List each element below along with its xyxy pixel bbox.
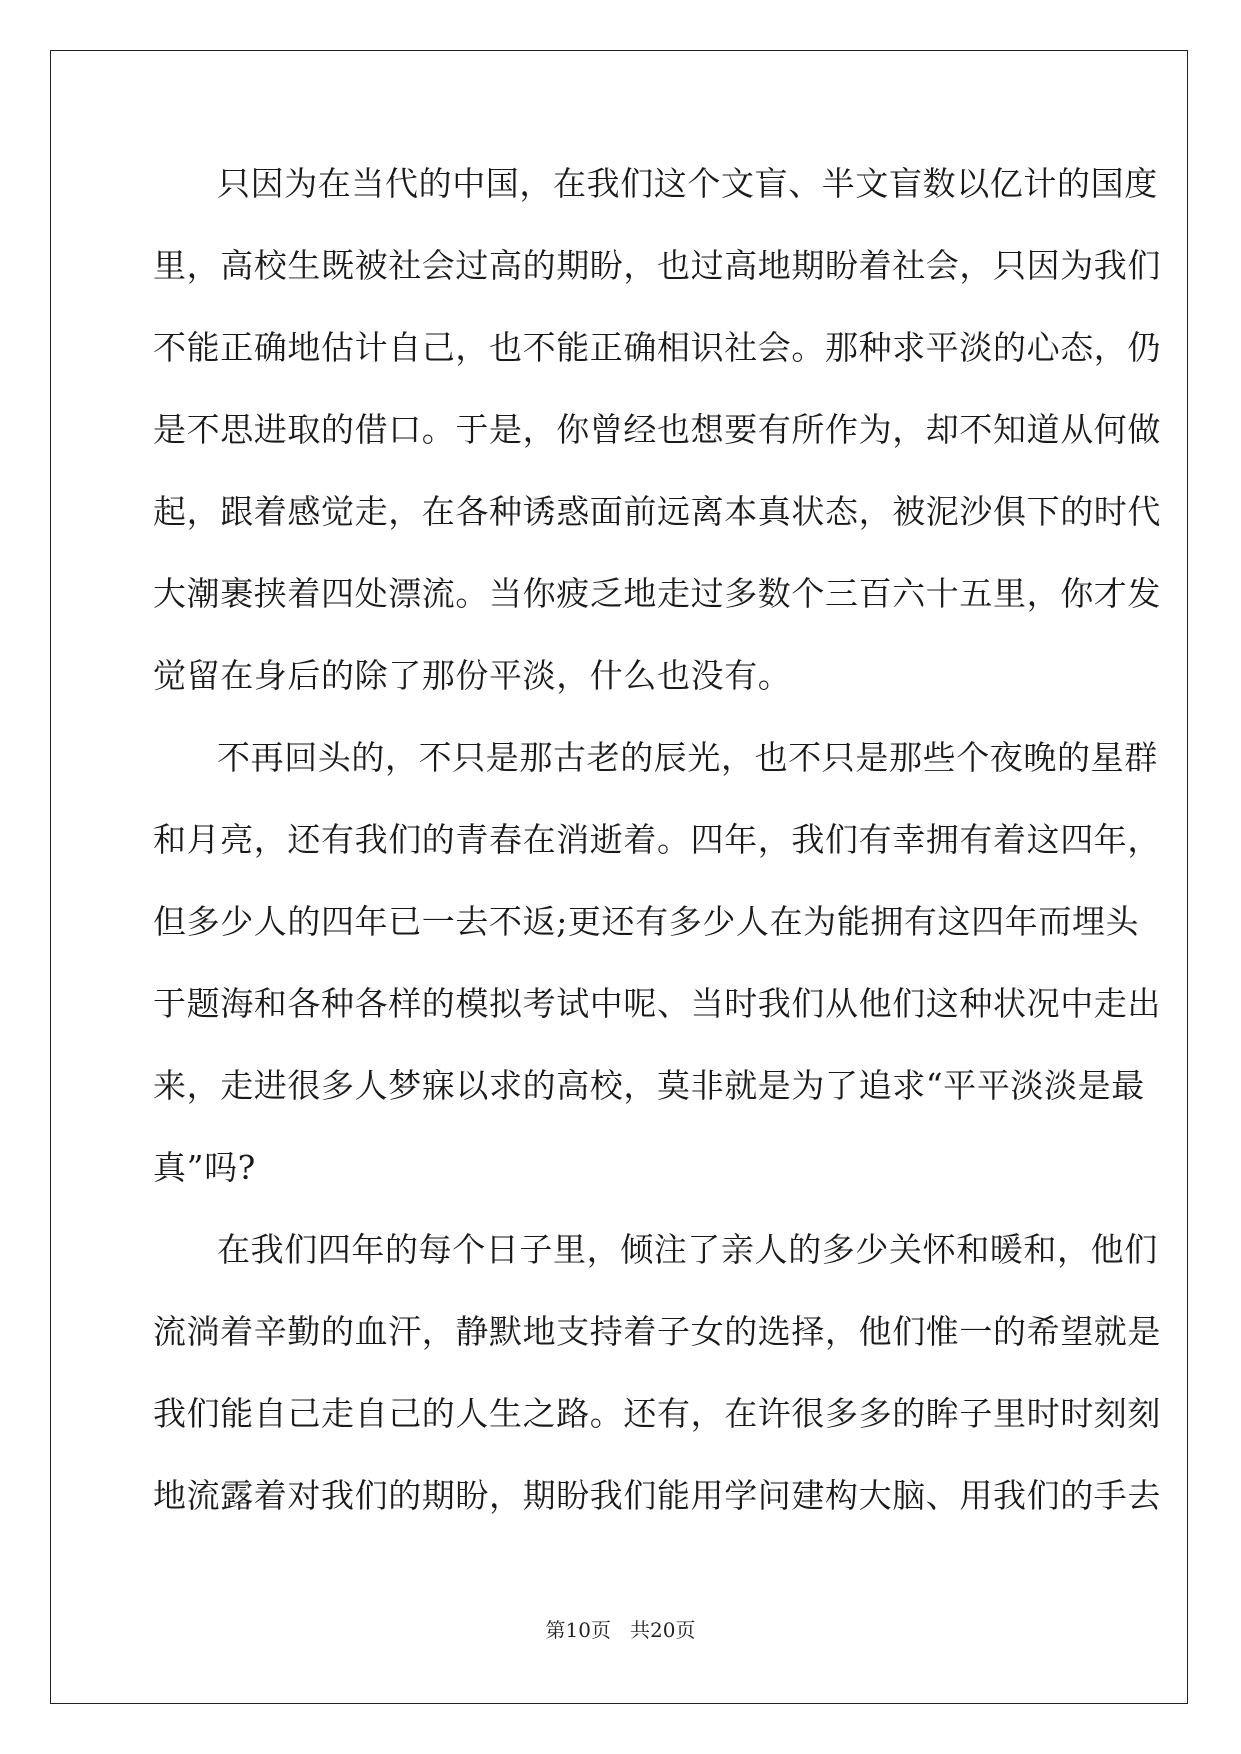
- paragraph-3-line-2: 流淌着辛勤的血汗，静默地支持着子女的选择，他们惟一的希望就是: [153, 1312, 1161, 1351]
- page-number: 第10页: [545, 1618, 611, 1642]
- paragraph-3-line-1: 在我们四年的每个日子里，倾注了亲人的多少关怀和暖和，他们: [217, 1230, 1158, 1269]
- paragraph-1-line-3: 不能正确地估计自己，也不能正确相识社会。那种求平淡的心态，仍: [153, 328, 1161, 367]
- paragraph-2-line-6: 真”吗?: [153, 1148, 256, 1187]
- paragraph-1-line-4: 是不思进取的借口。于是，你曾经也想要有所作为，却不知道从何做: [153, 410, 1161, 449]
- paragraph-2-line-1: 不再回头的，不只是那古老的辰光，也不只是那些个夜晚的星群: [217, 738, 1158, 777]
- paragraph-2-line-4: 于题海和各种各样的模拟考试中呢、当时我们从他们这种状况中走出: [153, 984, 1161, 1023]
- paragraph-2-line-2: 和月亮，还有我们的青春在消逝着。四年，我们有幸拥有着这四年，: [153, 820, 1161, 859]
- paragraph-1-line-2: 里，高校生既被社会过高的期盼，也过高地期盼着社会，只因为我们: [153, 246, 1161, 285]
- paragraph-1-line-1: 只因为在当代的中国，在我们这个文盲、半文盲数以亿计的国度: [217, 164, 1158, 203]
- paragraph-3-line-3: 我们能自己走自己的人生之路。还有，在许很多多的眸子里时时刻刻: [153, 1394, 1161, 1433]
- paragraph-2-line-3: 但多少人的四年已一去不返;更还有多少人在为能拥有这四年而埋头: [153, 902, 1140, 941]
- paragraph-1-line-7: 觉留在身后的除了那份平淡，什么也没有。: [153, 656, 792, 695]
- page-total: 共20页: [630, 1618, 696, 1642]
- paragraph-3-line-4: 地流露着对我们的期盼，期盼我们能用学问建构大脑、用我们的手去: [153, 1476, 1161, 1515]
- page-footer: [0, 1617, 1241, 1643]
- paragraph-1-line-6: 大潮裹挟着四处漂流。当你疲乏地走过多数个三百六十五里，你才发: [153, 574, 1161, 613]
- document-body: [153, 160, 1161, 1554]
- paragraph-1-line-5: 起，跟着感觉走，在各种诱惑面前远离本真状态，被泥沙俱下的时代: [153, 492, 1161, 531]
- paragraph-2-line-5: 来，走进很多人梦寐以求的高校，莫非就是为了追求“平平淡淡是最: [153, 1066, 1145, 1105]
